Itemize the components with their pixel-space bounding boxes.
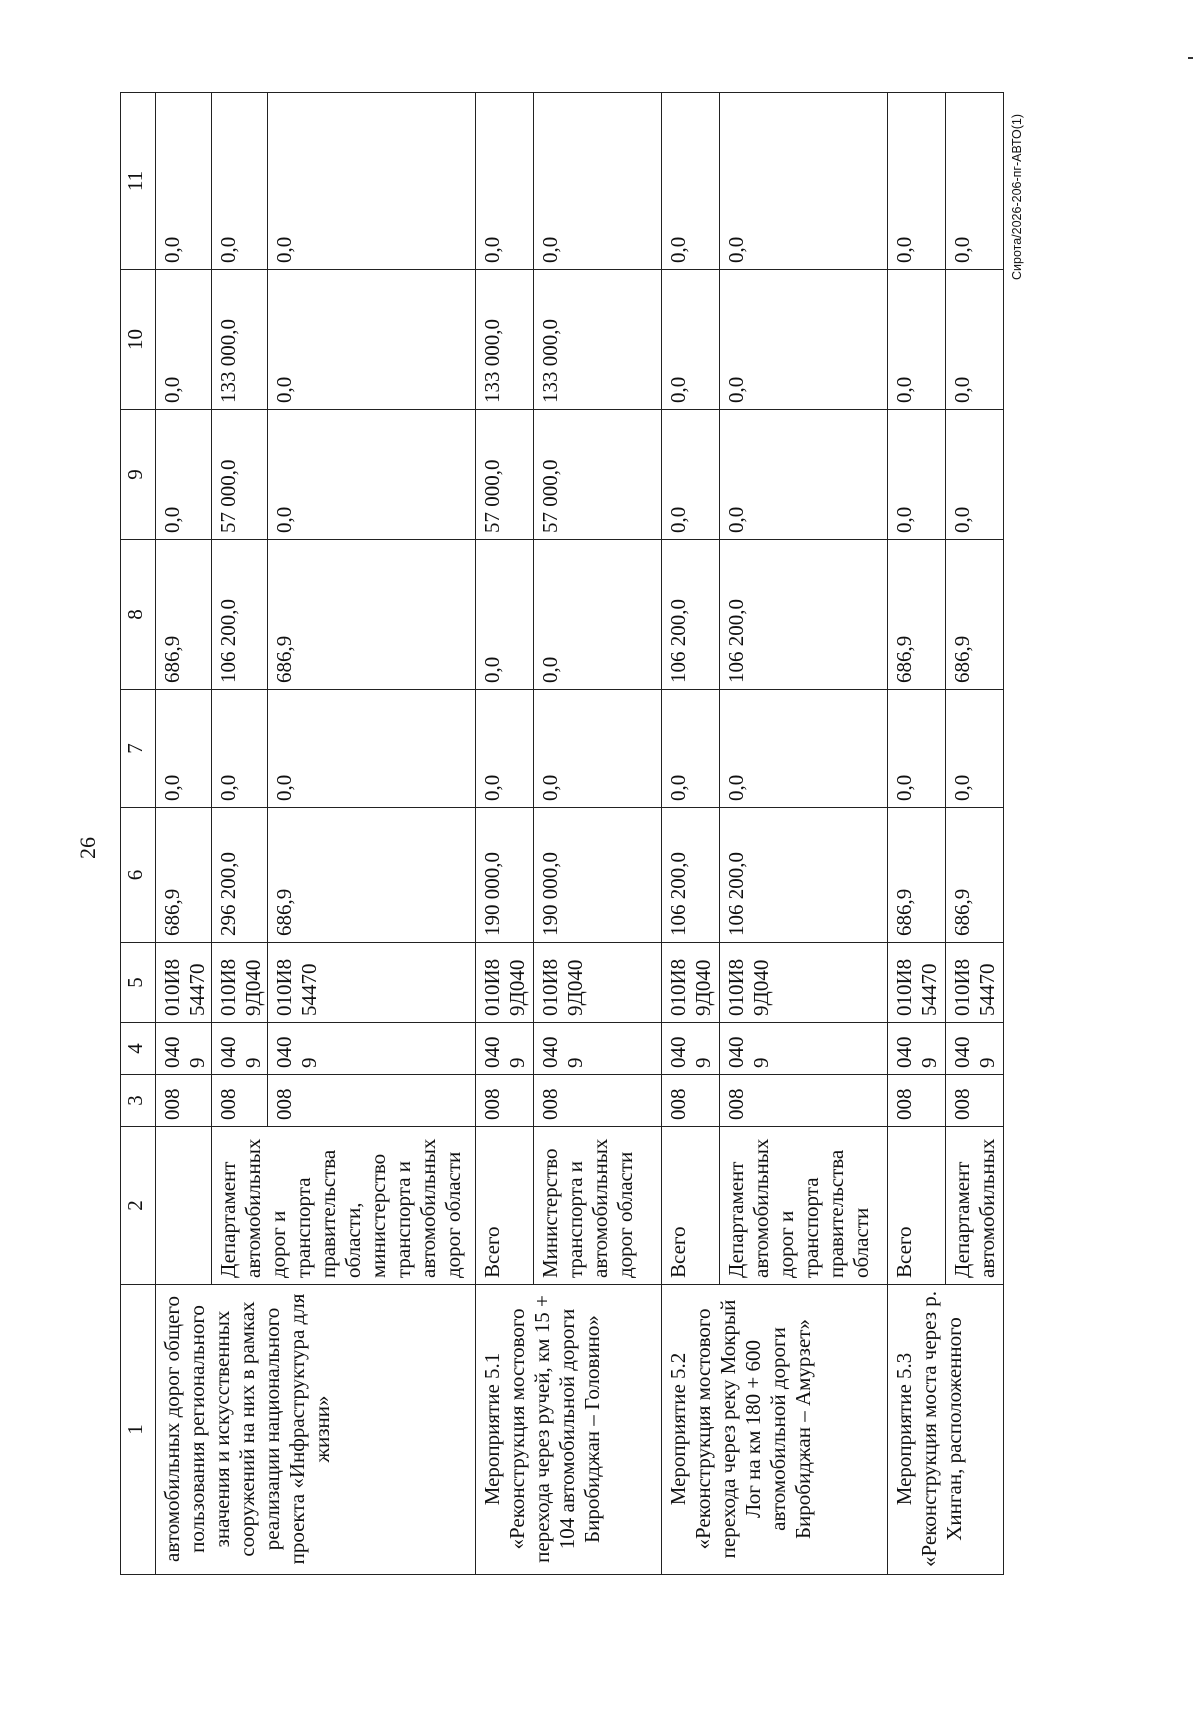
cell-year-10: 0,0 <box>268 270 476 410</box>
cell-total: 686,9 <box>268 808 476 943</box>
footer-reference: Сирота/2026-206-пг-АВТО(1) <box>1010 113 1024 280</box>
cell-year-10: 0,0 <box>720 270 888 410</box>
cell-target-code: 010И8 54470 <box>156 943 212 1023</box>
cell-target-code: 010И8 54470 <box>268 943 476 1023</box>
executor-cell: Департамент автомобильных <box>946 1127 1004 1285</box>
cell-year-7: 0,0 <box>662 690 720 808</box>
cell-total: 296 200,0 <box>212 808 268 943</box>
cell-year-8: 686,9 <box>946 540 1004 690</box>
cell-total: 686,9 <box>156 808 212 943</box>
cell-year-7: 0,0 <box>888 690 946 808</box>
cell-year-9: 0,0 <box>946 410 1004 540</box>
header-cell: 2 <box>121 1127 156 1285</box>
executor-cell: Всего <box>888 1127 946 1285</box>
activity-name-cell: автомобильных дорог общего пользования регионального значения и искусственных сооружений на них в рамках реализации национального проекта «Инфраструктура для жизни» <box>156 1285 476 1575</box>
cell-section: 0409 <box>476 1023 534 1075</box>
table-row <box>662 93 720 1575</box>
cell-year-10: 0,0 <box>946 270 1004 410</box>
cell-section: 0409 <box>268 1023 476 1075</box>
header-cell: 8 <box>121 540 156 690</box>
header-cell: 3 <box>121 1075 156 1127</box>
cell-section: 0409 <box>534 1023 662 1075</box>
cell-target-code: 010И8 54470 <box>946 943 1004 1023</box>
header-cell: 10 <box>121 270 156 410</box>
cell-target-code: 010И8 9Д040 <box>662 943 720 1023</box>
cell-year-9: 0,0 <box>662 410 720 540</box>
cell-target-code: 010И8 54470 <box>888 943 946 1023</box>
budget-table <box>120 92 1004 1575</box>
cell-grbs: 008 <box>662 1075 720 1127</box>
cell-grbs: 008 <box>534 1075 662 1127</box>
cell-grbs: 008 <box>156 1075 212 1127</box>
cell-total: 106 200,0 <box>720 808 888 943</box>
cell-grbs: 008 <box>888 1075 946 1127</box>
cell-year-7: 0,0 <box>946 690 1004 808</box>
cell-year-8: 0,0 <box>476 540 534 690</box>
cell-target-code: 010И8 9Д040 <box>534 943 662 1023</box>
cell-target-code: 010И8 9Д040 <box>476 943 534 1023</box>
cell-year-8: 106 200,0 <box>662 540 720 690</box>
cell-year-11: 0,0 <box>156 93 212 270</box>
header-cell: 9 <box>121 410 156 540</box>
cell-grbs: 008 <box>946 1075 1004 1127</box>
cell-year-8: 686,9 <box>156 540 212 690</box>
cell-year-8: 0,0 <box>534 540 662 690</box>
cell-grbs: 008 <box>268 1075 476 1127</box>
cell-grbs: 008 <box>212 1075 268 1127</box>
cell-grbs: 008 <box>476 1075 534 1127</box>
cell-grbs: 008 <box>720 1075 888 1127</box>
cell-total: 686,9 <box>946 808 1004 943</box>
budget-table-rotated <box>120 93 1082 1575</box>
cell-year-7: 0,0 <box>156 690 212 808</box>
header-cell: 11 <box>121 93 156 270</box>
cell-year-9: 57 000,0 <box>534 410 662 540</box>
scan-mark <box>1188 57 1193 59</box>
cell-section: 0409 <box>212 1023 268 1075</box>
cell-year-8: 686,9 <box>888 540 946 690</box>
cell-year-11: 0,0 <box>946 93 1004 270</box>
cell-target-code: 010И8 9Д040 <box>212 943 268 1023</box>
cell-year-11: 0,0 <box>534 93 662 270</box>
cell-year-11: 0,0 <box>662 93 720 270</box>
cell-year-7: 0,0 <box>476 690 534 808</box>
table-row <box>888 93 946 1575</box>
executor-cell <box>156 1127 212 1285</box>
cell-section: 0409 <box>720 1023 888 1075</box>
cell-target-code: 010И8 9Д040 <box>720 943 888 1023</box>
cell-year-11: 0,0 <box>476 93 534 270</box>
cell-total: 686,9 <box>888 808 946 943</box>
cell-year-11: 0,0 <box>212 93 268 270</box>
executor-cell: Департамент автомобильных дорог и транспорта правительства области <box>720 1127 888 1285</box>
executor-cell: Министерство транспорта и автомобильных дорог области <box>534 1127 662 1285</box>
cell-year-8: 686,9 <box>268 540 476 690</box>
cell-year-10: 133 000,0 <box>212 270 268 410</box>
activity-name-cell: Мероприятие 5.1 «Реконструкция мостового перехода через ручей, км 15 + 104 автомобильной дороги Биробиджан – Головино» <box>476 1285 662 1575</box>
table-row <box>476 93 534 1575</box>
cell-year-11: 0,0 <box>720 93 888 270</box>
cell-year-7: 0,0 <box>212 690 268 808</box>
cell-section: 0409 <box>156 1023 212 1075</box>
cell-year-9: 0,0 <box>888 410 946 540</box>
cell-year-10: 133 000,0 <box>534 270 662 410</box>
cell-year-10: 0,0 <box>662 270 720 410</box>
cell-year-11: 0,0 <box>268 93 476 270</box>
executor-cell: Всего <box>662 1127 720 1285</box>
activity-name-cell: Мероприятие 5.3 «Реконструкция моста через р. Хинган, расположенного <box>888 1285 1004 1575</box>
activity-name-cell: Мероприятие 5.2 «Реконструкция мостового перехода через реку Мокрый Лог на км 180 + 600 автомобильной дороги Биробиджан – Амурзет» <box>662 1285 888 1575</box>
executor-cell: Всего <box>476 1127 534 1285</box>
cell-year-10: 0,0 <box>156 270 212 410</box>
cell-year-10: 0,0 <box>888 270 946 410</box>
header-cell: 6 <box>121 808 156 943</box>
header-cell: 4 <box>121 1023 156 1075</box>
cell-year-9: 0,0 <box>156 410 212 540</box>
table-row <box>156 93 212 1575</box>
cell-year-7: 0,0 <box>720 690 888 808</box>
cell-year-9: 57 000,0 <box>476 410 534 540</box>
cell-year-11: 0,0 <box>888 93 946 270</box>
cell-year-8: 106 200,0 <box>720 540 888 690</box>
executor-cell: Департамент автомобильных дорог и транспорта правительства области, министерство транспорта и автомобильных дорог области <box>212 1127 476 1285</box>
cell-year-10: 133 000,0 <box>476 270 534 410</box>
cell-total: 106 200,0 <box>662 808 720 943</box>
cell-year-9: 0,0 <box>268 410 476 540</box>
cell-total: 190 000,0 <box>534 808 662 943</box>
cell-year-7: 0,0 <box>268 690 476 808</box>
header-row <box>121 93 156 1575</box>
cell-section: 0409 <box>662 1023 720 1075</box>
cell-year-9: 57 000,0 <box>212 410 268 540</box>
header-cell: 1 <box>121 1285 156 1575</box>
cell-year-9: 0,0 <box>720 410 888 540</box>
cell-total: 190 000,0 <box>476 808 534 943</box>
cell-year-7: 0,0 <box>534 690 662 808</box>
page-number: 26 <box>75 837 100 859</box>
header-cell: 7 <box>121 690 156 808</box>
cell-section: 0409 <box>888 1023 946 1075</box>
cell-section: 0409 <box>946 1023 1004 1075</box>
cell-year-8: 106 200,0 <box>212 540 268 690</box>
header-cell: 5 <box>121 943 156 1023</box>
